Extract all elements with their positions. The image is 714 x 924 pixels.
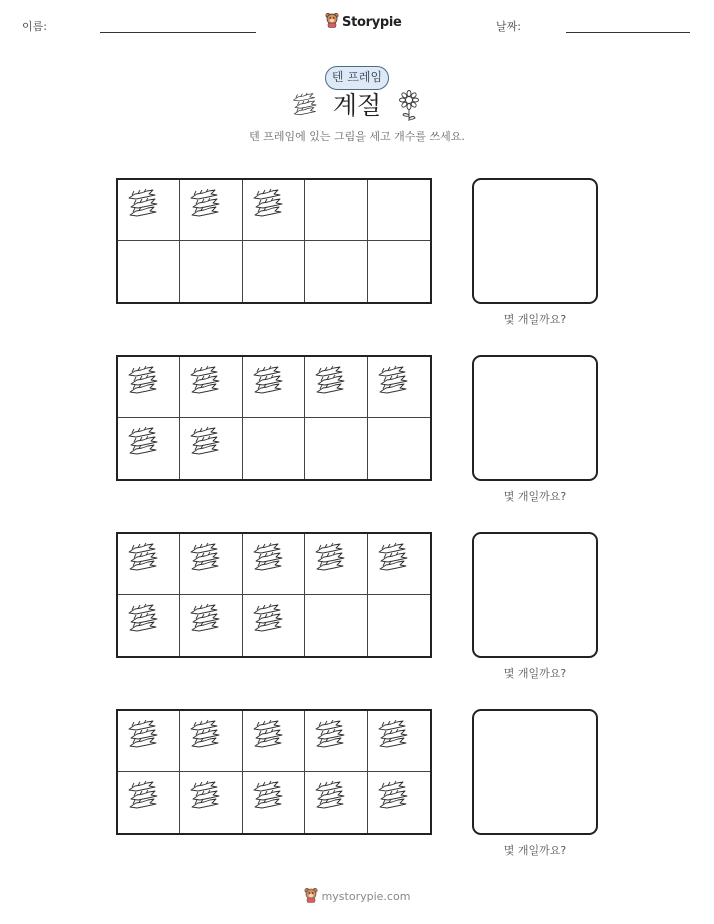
ten-frame-cell — [180, 418, 242, 479]
ten-frame-cell — [305, 357, 367, 418]
ten-frame-cell — [368, 595, 430, 656]
ten-frame — [116, 178, 432, 304]
ten-frame-cell — [180, 357, 242, 418]
ten-frame-cell — [243, 357, 305, 418]
ten-frame-cell — [180, 772, 242, 833]
page-title: 계절 — [332, 91, 382, 120]
ten-frame-cell — [118, 711, 180, 772]
answer-box[interactable] — [472, 532, 598, 658]
ten-frame-cell — [180, 180, 242, 241]
ten-frame-cell — [243, 595, 305, 656]
ten-frame-cell — [243, 418, 305, 479]
sunflower-icon — [398, 90, 420, 126]
ten-frame-cell — [368, 534, 430, 595]
question-label: 몇 개일까요? — [503, 844, 567, 857]
ten-frame-cell — [118, 534, 180, 595]
ten-frame-cell — [368, 241, 430, 302]
footer — [0, 887, 714, 906]
bear-mascot-icon — [304, 887, 318, 906]
bear-mascot-icon — [325, 12, 339, 32]
ten-frame-cell — [305, 534, 367, 595]
ten-frame-cell — [305, 595, 367, 656]
topic-badge: 텐 프레임 — [325, 66, 389, 90]
date-label: 날짜: — [496, 20, 521, 33]
ten-frame-cell — [368, 711, 430, 772]
ten-frame-cell — [118, 595, 180, 656]
ten-frame — [116, 709, 432, 835]
ten-frame-cell — [118, 418, 180, 479]
ten-frame-cell — [305, 711, 367, 772]
brand-name: Storypie — [342, 14, 402, 30]
ten-frame-cell — [305, 418, 367, 479]
ten-frame-cell — [118, 180, 180, 241]
ten-frame-cell — [243, 180, 305, 241]
ten-frame-cell — [118, 772, 180, 833]
ten-frame-cell — [305, 772, 367, 833]
ten-frame-cell — [368, 772, 430, 833]
ten-frame-cell — [180, 711, 242, 772]
name-label: 이름: — [22, 20, 47, 33]
question-label: 몇 개일까요? — [503, 490, 567, 503]
answer-box[interactable] — [472, 709, 598, 835]
ten-frame-cell — [368, 418, 430, 479]
date-line[interactable] — [566, 32, 690, 33]
footer-url[interactable]: mystorypie.com — [321, 890, 411, 903]
ten-frame-cell — [118, 357, 180, 418]
answer-box[interactable] — [472, 355, 598, 481]
instructions: 텐 프레임에 있는 그림을 세고 개수를 쓰세요. — [249, 130, 465, 143]
ten-frame-cell — [180, 241, 242, 302]
ten-frame-cell — [243, 711, 305, 772]
ten-frame — [116, 532, 432, 658]
brand-logo — [325, 12, 402, 32]
ten-frame-cell — [180, 534, 242, 595]
ten-frame-cell — [118, 241, 180, 302]
question-label: 몇 개일까요? — [503, 667, 567, 680]
ten-frame-cell — [243, 534, 305, 595]
ten-frame-cell — [305, 241, 367, 302]
ten-frame — [116, 355, 432, 481]
ten-frame-cell — [243, 772, 305, 833]
question-label: 몇 개일까요? — [503, 313, 567, 326]
name-line[interactable] — [100, 32, 256, 33]
ten-frame-cell — [368, 180, 430, 241]
answer-box[interactable] — [472, 178, 598, 304]
ten-frame-cell — [368, 357, 430, 418]
ten-frame-cell — [180, 595, 242, 656]
ten-frame-cell — [243, 241, 305, 302]
ten-frame-cell — [305, 180, 367, 241]
